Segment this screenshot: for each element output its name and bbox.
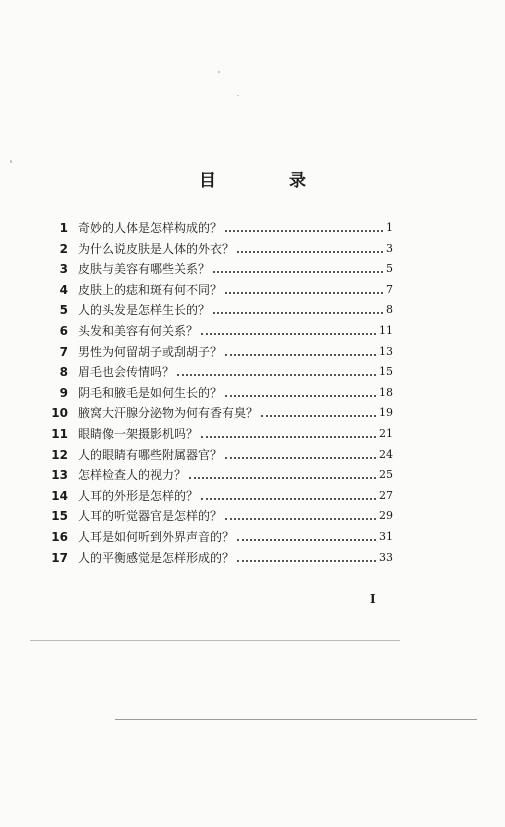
- toc-entry-number: 11: [51, 427, 68, 441]
- toc-entry[interactable]: [0, 321, 505, 341]
- toc-entry-page: 5: [386, 262, 393, 276]
- toc-leader-dots: [237, 537, 376, 541]
- toc-entry[interactable]: [0, 445, 505, 465]
- toc-entry[interactable]: [0, 424, 505, 444]
- toc-entry-page: 24: [379, 447, 393, 461]
- toc-entry-title: 腋窝大汗腺分泌物为何有香有臭？: [78, 406, 259, 421]
- toc-entry-line: [78, 486, 393, 506]
- toc-entry[interactable]: [0, 218, 505, 238]
- toc-entry-line: [78, 548, 393, 568]
- toc-entry[interactable]: [0, 362, 505, 382]
- toc-entry-page: 8: [386, 303, 393, 317]
- toc-entry-title: 人的眼睛有哪些附属器官？: [78, 447, 223, 462]
- toc-entry-title: 眉毛也会传情吗？: [78, 365, 175, 380]
- toc-entry-page: 11: [379, 324, 393, 337]
- toc-leader-dots: [201, 434, 376, 438]
- toc-entry-number: 17: [51, 550, 68, 565]
- toc-entry-line: [78, 465, 393, 485]
- toc-entry-title: 人耳是如何听到外界声音的？: [78, 530, 235, 544]
- toc-entry-number: 14: [51, 488, 68, 503]
- toc-entry-line: [78, 342, 393, 362]
- toc-entry-page: 1: [386, 221, 393, 234]
- toc-entry-page: 31: [379, 530, 393, 543]
- toc-entry-page: 27: [379, 488, 393, 502]
- toc-entry-line: [78, 300, 393, 320]
- toc-entry[interactable]: [0, 342, 505, 362]
- toc-entry-number: 13: [51, 468, 68, 483]
- toc-entry-line: [78, 424, 393, 444]
- toc-entry-page: 25: [379, 468, 393, 482]
- toc-leader-dots: [237, 249, 383, 253]
- toc-entry-title: 男性为何留胡子或刮胡子？: [78, 344, 223, 359]
- toc-entry-title: 人的平衡感觉是怎样形成的？: [78, 550, 235, 565]
- toc-leader-dots: [225, 516, 376, 520]
- toc-leader-dots: [225, 455, 376, 459]
- toc-entry-title: 头发和美容有何关系？: [78, 324, 199, 338]
- toc-entry-number: 15: [51, 509, 68, 524]
- toc-entry-line: [78, 403, 393, 423]
- toc-entry-title: 怎样检查人的视力？: [78, 468, 187, 483]
- page-title: 目 录: [199, 171, 334, 191]
- toc-leader-dots: [237, 558, 376, 562]
- toc-entry-line: [78, 280, 393, 300]
- toc-entry-page: 7: [386, 282, 393, 296]
- toc-entry-number: 1: [59, 221, 68, 235]
- toc-entry-page: 15: [379, 365, 393, 379]
- toc-entry-number: 12: [51, 447, 68, 462]
- toc-entry-page: 33: [379, 550, 393, 564]
- toc-entry-number: 6: [59, 324, 68, 338]
- toc-entry-page: 29: [379, 509, 393, 523]
- toc-entry[interactable]: [0, 548, 505, 568]
- toc-leader-dots: [177, 372, 376, 376]
- toc-leader-dots: [201, 331, 376, 335]
- toc-leader-dots: [225, 393, 376, 397]
- divider-line: [30, 640, 400, 641]
- toc-leader-dots: [213, 269, 383, 273]
- toc-entry-number: 4: [59, 282, 68, 297]
- toc-entry[interactable]: [0, 403, 505, 423]
- toc-entry-number: 2: [59, 241, 68, 256]
- toc-leader-dots: [261, 413, 376, 417]
- toc-entry-page: 13: [379, 344, 393, 358]
- toc-entry-number: 7: [59, 344, 68, 359]
- toc-entry-line: [78, 527, 393, 547]
- toc-entry-number: 16: [51, 530, 68, 544]
- toc-entry-number: 5: [59, 303, 68, 318]
- toc-entry-line: [78, 321, 393, 341]
- toc-entry-line: [78, 445, 393, 465]
- toc-leader-dots: [225, 290, 383, 294]
- toc-leader-dots: [225, 352, 376, 356]
- toc-entry-line: [78, 383, 393, 403]
- toc-entry-title: 皮肤与美容有哪些关系？: [78, 262, 211, 277]
- toc-leader-dots: [225, 228, 383, 232]
- toc-leader-dots: [189, 475, 376, 479]
- toc-entry-page: 19: [379, 406, 393, 420]
- page-number: I: [370, 592, 376, 606]
- toc-entry-line: [78, 506, 393, 526]
- toc-entry[interactable]: [0, 465, 505, 485]
- scan-speck: [10, 160, 12, 163]
- toc-entry-title: 人的头发是怎样生长的？: [78, 303, 211, 318]
- toc-entry[interactable]: [0, 486, 505, 506]
- toc-entry-page: 18: [379, 385, 393, 399]
- toc-entry-title: 阴毛和腋毛是如何生长的？: [78, 385, 223, 400]
- toc-entry-title: 人耳的听觉器官是怎样的？: [78, 509, 223, 524]
- toc-entry-title: 人耳的外形是怎样的？: [78, 488, 199, 503]
- toc-entry[interactable]: [0, 300, 505, 320]
- toc-entry[interactable]: [0, 280, 505, 300]
- toc-entry-line: [78, 259, 393, 279]
- scan-speck: [218, 71, 220, 73]
- toc-leader-dots: [213, 310, 383, 314]
- toc-entry-number: 9: [59, 385, 68, 400]
- scan-speck: [237, 95, 239, 96]
- toc-entry-page: 21: [379, 427, 393, 440]
- toc-entry-number: 10: [51, 406, 68, 421]
- toc-entry-number: 3: [59, 262, 68, 277]
- toc-entry-title: 为什么说皮肤是人体的外衣？: [78, 241, 235, 256]
- divider-line: [115, 719, 477, 720]
- toc-entry-page: 3: [386, 241, 393, 255]
- toc-entry-title: 皮肤上的痣和斑有何不同？: [78, 282, 223, 297]
- toc-leader-dots: [201, 496, 376, 500]
- toc-entry[interactable]: [0, 239, 505, 259]
- toc-entry-title: 眼睛像一架摄影机吗？: [78, 427, 199, 441]
- toc-entry-number: 8: [59, 365, 68, 380]
- toc-entry[interactable]: [0, 383, 505, 403]
- toc-entry-line: [78, 239, 393, 259]
- toc-entry[interactable]: [0, 506, 505, 526]
- toc-entry[interactable]: [0, 259, 505, 279]
- toc-entry-line: [78, 362, 393, 382]
- toc-entry-line: [78, 218, 393, 238]
- toc-entry-title: 奇妙的人体是怎样构成的？: [78, 221, 223, 235]
- toc-entry[interactable]: [0, 527, 505, 547]
